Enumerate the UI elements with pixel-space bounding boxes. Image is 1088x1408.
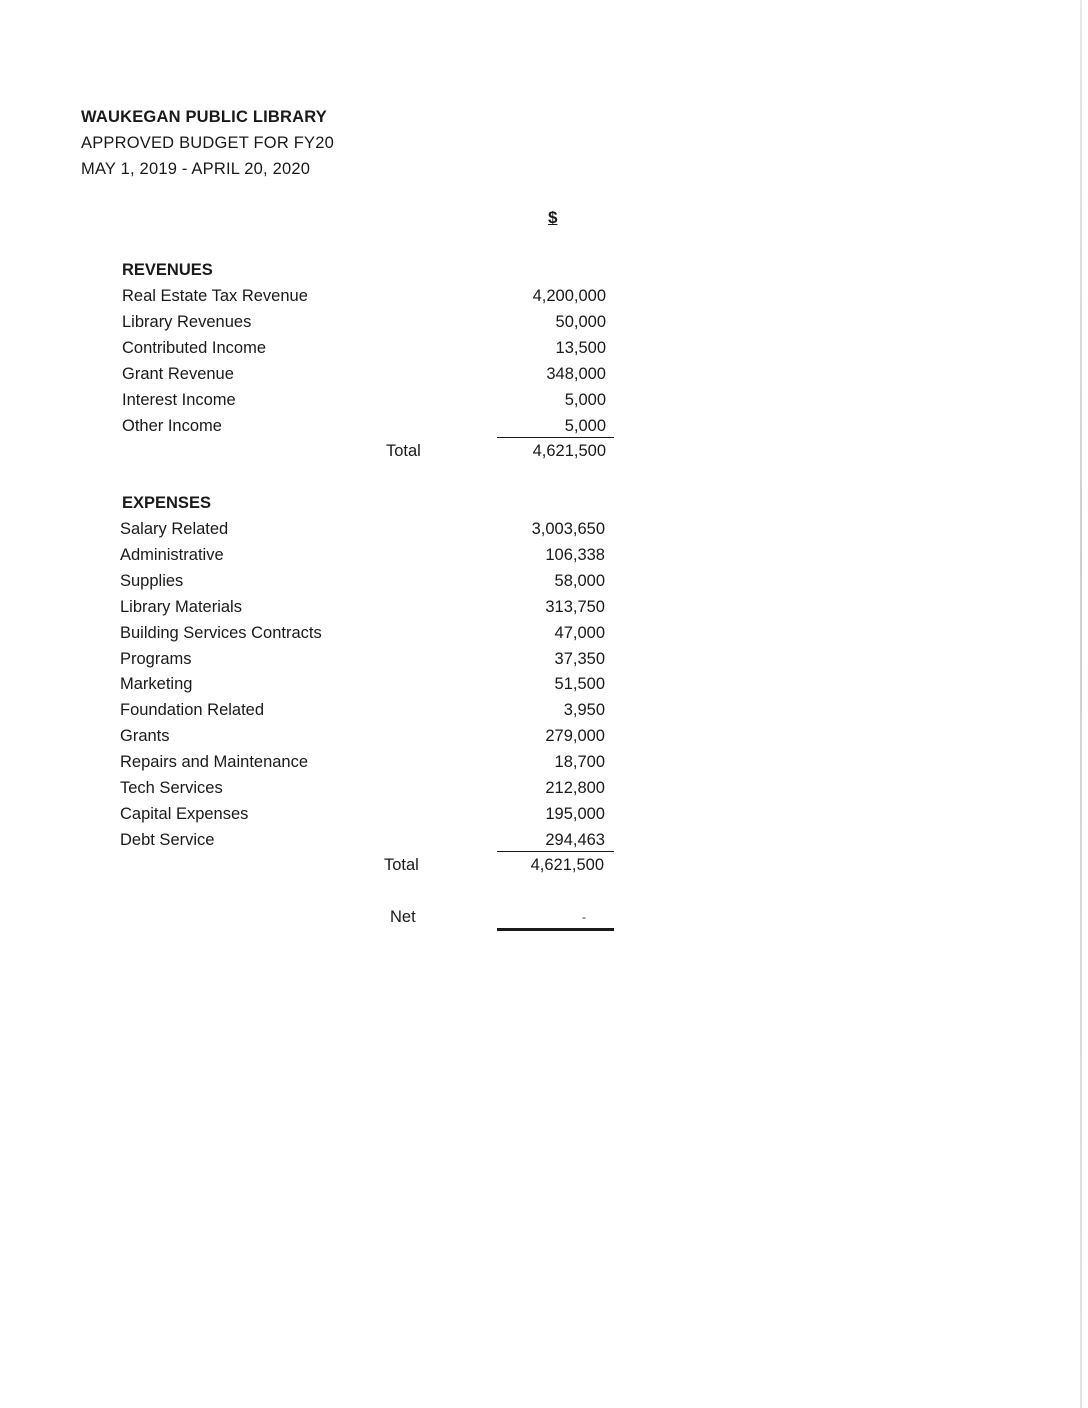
line-item-label: Foundation Related bbox=[120, 701, 265, 720]
revenues-total-label: Total bbox=[386, 442, 421, 460]
line-item-amount: 58,000 bbox=[554, 571, 605, 590]
line-item-label: Building Services Contracts bbox=[120, 623, 322, 642]
line-item-amount: 13,500 bbox=[555, 338, 606, 357]
list-item bbox=[122, 335, 606, 361]
budget-period: MAY 1, 2019 - APRIL 20, 2020 bbox=[81, 160, 311, 178]
line-item-amount: 3,950 bbox=[563, 701, 605, 720]
line-item-label: Real Estate Tax Revenue bbox=[122, 287, 308, 305]
list-item bbox=[122, 361, 606, 387]
list-item bbox=[120, 594, 605, 620]
line-item-label: Supplies bbox=[120, 571, 184, 590]
list-item bbox=[120, 697, 605, 723]
line-item-amount: 106,338 bbox=[545, 545, 605, 564]
list-item bbox=[120, 801, 605, 827]
list-item bbox=[120, 827, 605, 853]
line-item-label: Capital Expenses bbox=[120, 804, 249, 823]
revenues-total-value: 4,621,500 bbox=[532, 442, 606, 460]
line-item-amount: 313,750 bbox=[545, 597, 605, 616]
line-item-label: Library Revenues bbox=[122, 312, 252, 331]
line-item-label: Interest Income bbox=[122, 390, 236, 409]
expenses-total-label: Total bbox=[384, 856, 419, 874]
list-item bbox=[122, 387, 606, 413]
line-item-label: Library Materials bbox=[120, 597, 242, 616]
line-item-label: Grant Revenue bbox=[122, 364, 234, 383]
line-item-amount: 47,000 bbox=[554, 623, 605, 642]
line-item-label: Debt Service bbox=[120, 830, 215, 849]
line-item-amount: 50,000 bbox=[555, 312, 606, 331]
line-item-label: Grants bbox=[120, 727, 170, 746]
line-item-amount: 3,003,650 bbox=[531, 520, 605, 538]
line-item-amount: 4,200,000 bbox=[532, 287, 606, 305]
line-item-label: Programs bbox=[120, 649, 192, 668]
net-label: Net bbox=[390, 908, 416, 926]
line-item-label: Marketing bbox=[120, 675, 193, 694]
list-item bbox=[120, 671, 605, 697]
list-item bbox=[120, 723, 605, 749]
document-header bbox=[81, 104, 334, 182]
line-item-amount: 5,000 bbox=[564, 390, 606, 409]
list-item bbox=[120, 646, 605, 672]
expenses-total-value: 4,621,500 bbox=[530, 856, 604, 874]
document-subtitle: APPROVED BUDGET FOR FY20 bbox=[81, 134, 334, 152]
list-item bbox=[120, 568, 605, 594]
scan-edge-shadow bbox=[1080, 0, 1082, 1408]
line-item-label: Administrative bbox=[120, 545, 224, 564]
expenses-title: EXPENSES bbox=[122, 494, 211, 512]
line-item-label: Other Income bbox=[122, 416, 222, 435]
net-value: - bbox=[582, 910, 586, 924]
line-item-amount: 51,500 bbox=[554, 675, 605, 694]
list-item bbox=[120, 542, 605, 568]
line-item-label: Contributed Income bbox=[122, 338, 266, 357]
list-item bbox=[122, 413, 606, 439]
list-item bbox=[122, 309, 606, 335]
list-item bbox=[120, 516, 605, 542]
line-item-label: Salary Related bbox=[120, 520, 229, 538]
revenues-title: REVENUES bbox=[122, 261, 213, 279]
net-double-rule bbox=[497, 928, 614, 931]
currency-heading: $ bbox=[548, 208, 558, 227]
line-item-label: Tech Services bbox=[120, 779, 223, 797]
line-item-amount: 37,350 bbox=[554, 649, 605, 668]
line-item-amount: 294,463 bbox=[545, 830, 605, 849]
list-item bbox=[120, 620, 605, 646]
line-item-amount: 18,700 bbox=[554, 753, 605, 772]
list-item bbox=[120, 775, 605, 801]
list-item bbox=[120, 749, 605, 775]
line-item-label: Repairs and Maintenance bbox=[120, 753, 309, 772]
line-item-amount: 5,000 bbox=[564, 416, 606, 435]
line-item-amount: 195,000 bbox=[545, 804, 605, 823]
list-item bbox=[122, 283, 606, 309]
line-item-amount: 348,000 bbox=[546, 364, 606, 383]
line-item-amount: 212,800 bbox=[545, 779, 605, 797]
line-item-amount: 279,000 bbox=[545, 727, 605, 746]
organization-name: WAUKEGAN PUBLIC LIBRARY bbox=[81, 108, 327, 126]
